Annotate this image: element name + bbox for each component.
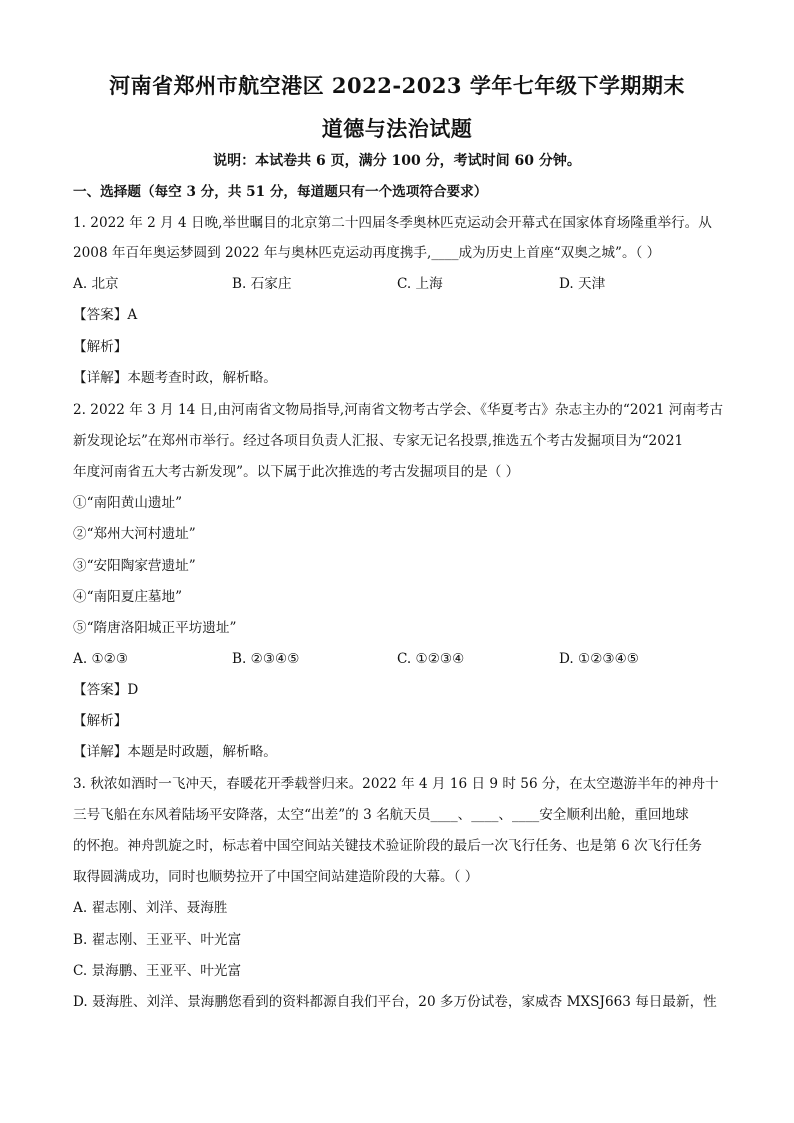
question-2-option-b: B. ②③④⑤ — [232, 651, 300, 667]
question-2-detail: 【详解】本题是时政题，解析略。 — [73, 744, 277, 760]
exam-title-line1: 河南省郑州市航空港区 2022-2023 学年七年级下学期期末 — [109, 73, 685, 98]
question-3-option-b: B. 翟志刚、王亚平、叶光富 — [73, 932, 242, 948]
question-2-analysis: 【解析】 — [73, 713, 128, 729]
question-2-answer: 【答案】D — [73, 682, 139, 698]
question-1-option-d: D. 天津 — [559, 276, 606, 292]
question-2-item-1: ①“南阳黄山遗址” — [73, 495, 183, 511]
question-1-answer: 【答案】A — [73, 307, 138, 323]
question-3-option-d: D. 聂海胜、刘洋、景海鹏您看到的资料都源自我们平台，20 多万份试卷，家威杏 MXSJ663 每日最新，性 — [73, 994, 717, 1010]
question-1-option-b: B. 石家庄 — [232, 276, 292, 292]
exam-instructions: 说明：本试卷共 6 页，满分 100 分，考试时间 60 分钟。 — [213, 153, 581, 169]
question-1-line-2: 2008 年百年奥运梦圆到 2022 年与奥林匹克运动再度携手,____成为历史上首座“双奥之城”。（ ） — [73, 245, 661, 261]
question-3-option-a: A. 翟志刚、刘洋、聂海胜 — [73, 900, 228, 916]
question-3-line-1: 3. 秋浓如酒时一飞冲天，春暖花开季载誉归来。2022 年 4 月 16 日 9 时 56 分，在太空遨游半年的神舟十 — [73, 776, 719, 792]
question-2-item-4: ④“南阳夏庄墓地” — [73, 589, 183, 605]
question-2-option-a: A. ①②③ — [73, 651, 129, 667]
question-3-line-2: 三号飞船在东风着陆场平安降落，太空“出差”的 3 名航天员____、____、____安全顺利出舱，重回地球 — [73, 807, 689, 823]
question-3-line-4: 取得圆满成功，同时也顺势拉开了中国空间站建造阶段的大幕。（ ） — [73, 869, 479, 885]
question-1-line-1: 1. 2022 年 2 月 4 日晚,举世瞩目的北京第二十四届冬季奥林匹克运动会开幕式在国家体育场隆重举行。从 — [73, 215, 712, 231]
question-1-analysis: 【解析】 — [73, 339, 128, 355]
question-2-line-3: 年度河南省五大考古新发现”。以下属于此次推选的考古发掘项目的是（ ） — [73, 464, 520, 480]
question-2-line-1: 2. 2022 年 3 月 14 日,由河南省文物局指导,河南省文物考古学会、《华夏考古》杂志主办的“2021 河南考古 — [73, 402, 724, 418]
question-3-option-c: C. 景海鹏、王亚平、叶光富 — [73, 963, 242, 979]
question-2-item-2: ②“郑州大河村遗址” — [73, 526, 196, 542]
question-2-item-5: ⑤“隋唐洛阳城正平坊遗址” — [73, 620, 237, 636]
exam-title-line2: 道德与法治试题 — [321, 116, 473, 141]
question-2-line-2: 新发现论坛”在郑州市举行。经过各项目负责人汇报、专家无记名投票,推选五个考古发掘项目为“2021 — [73, 433, 684, 449]
section-heading: 一、选择题（每空 3 分，共 51 分，每道题只有一个选项符合要求） — [73, 184, 488, 200]
question-1-option-a: A. 北京 — [73, 276, 119, 292]
question-1-option-c: C. 上海 — [397, 276, 443, 292]
question-2-option-d: D. ①②③④⑤ — [559, 651, 639, 667]
question-2-item-3: ③“安阳陶家营遗址” — [73, 558, 196, 574]
question-2-option-c: C. ①②③④ — [397, 651, 465, 667]
question-3-line-3: 的怀抱。神舟凯旋之时，标志着中国空间站关键技术验证阶段的最后一次飞行任务、也是第 6 次飞行任务 — [73, 838, 703, 854]
question-1-detail: 【详解】本题考查时政，解析略。 — [73, 370, 277, 386]
